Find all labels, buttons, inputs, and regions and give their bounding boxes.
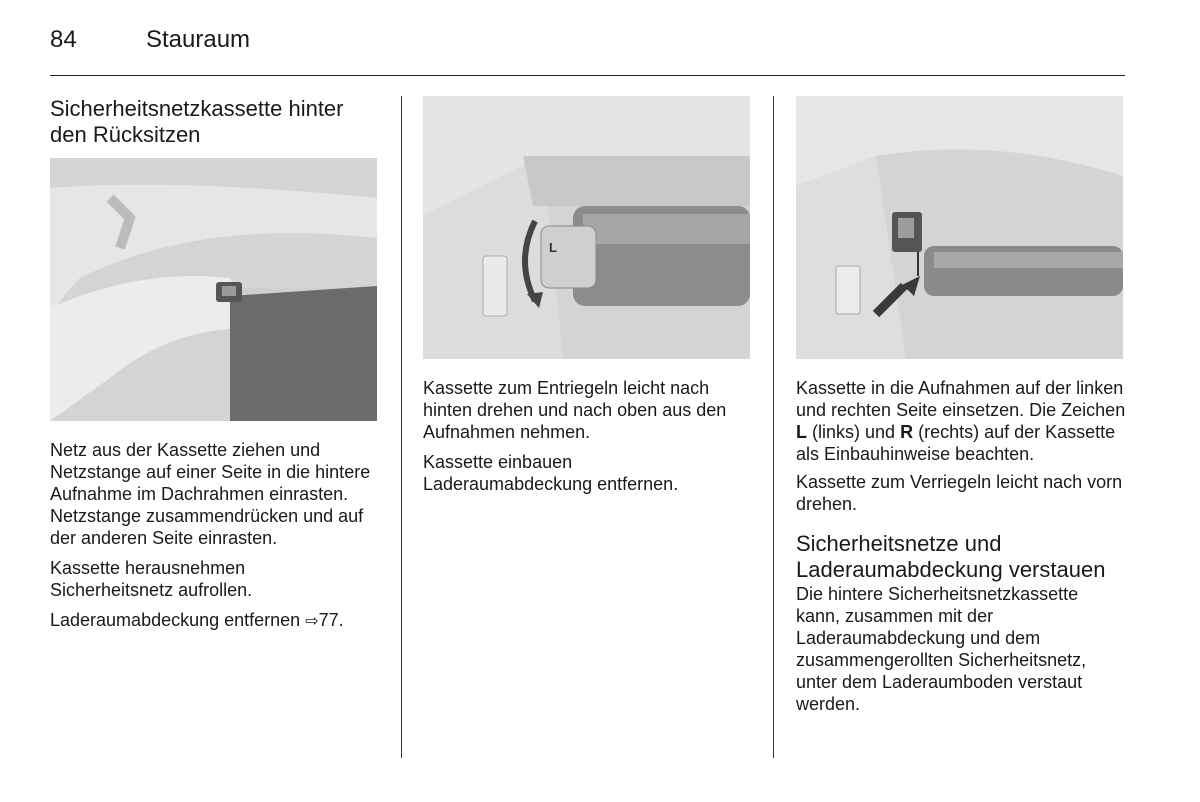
subheading: Kassette einbauen bbox=[423, 452, 573, 472]
paragraph bbox=[796, 377, 1126, 465]
reference-text: Laderaumabdeckung entfernen bbox=[50, 610, 301, 630]
paragraph: Laderaumabdeckung entfernen. bbox=[423, 474, 679, 494]
paragraph: Kassette zum Verriegeln leicht nach vorn drehen. bbox=[796, 472, 1123, 514]
column-2 bbox=[423, 96, 753, 503]
figure-cassette-install bbox=[796, 96, 1123, 359]
marker-L: L bbox=[796, 422, 807, 442]
text-run: (rechts) auf der Kassette als Einbauhinweise beachten. bbox=[796, 422, 1116, 464]
subheading: Kassette herausnehmen bbox=[50, 558, 246, 578]
page-reference[interactable]: 77. bbox=[318, 610, 344, 630]
page-number: 84 bbox=[50, 26, 77, 53]
column-divider-2 bbox=[773, 96, 774, 758]
section-title: Stauraum bbox=[146, 26, 251, 53]
text-run: (links) und bbox=[812, 422, 896, 442]
cassette-label-L: L bbox=[549, 240, 557, 255]
section-heading: Sicherheitsnetze und Laderaumabdeckung verstauen bbox=[796, 531, 1106, 582]
figure-cassette-unlock bbox=[423, 96, 750, 359]
section-heading: Sicherheitsnetzkassette hinter den Rücksitzen bbox=[50, 96, 344, 147]
figure-safety-net-hook bbox=[50, 158, 377, 421]
paragraph: Die hintere Sicherheitsnetzkassette kann, zusammen mit der Laderaumabdeckung und dem zusammengerollten Sicherheitsnetz, unter dem Laderaumboden verstaut werden. bbox=[796, 584, 1087, 714]
paragraph: Kassette zum Entriegeln leicht nach hinten drehen und nach oben aus den Aufnahmen nehmen. bbox=[423, 378, 727, 442]
paragraph-with-reference bbox=[50, 609, 380, 633]
marker-R: R bbox=[900, 422, 914, 442]
column-1 bbox=[50, 96, 380, 641]
paragraph: Netz aus der Kassette ziehen und Netzstange auf einer Seite in die hintere Aufnahme im Dachrahmen einrasten. Netzstange zusammendrücken und auf der anderen Seite einrasten. bbox=[50, 440, 371, 548]
column-3 bbox=[796, 96, 1126, 723]
paragraph: Sicherheitsnetz aufrollen. bbox=[50, 580, 253, 600]
header-divider bbox=[50, 75, 1125, 76]
text-run: Kassette in die Aufnahmen auf der linken und rechten Seite einsetzen. Die Zeichen bbox=[796, 378, 1126, 420]
page-reference-arrow-icon: ⇨ bbox=[305, 613, 319, 630]
column-divider-1 bbox=[401, 96, 402, 758]
